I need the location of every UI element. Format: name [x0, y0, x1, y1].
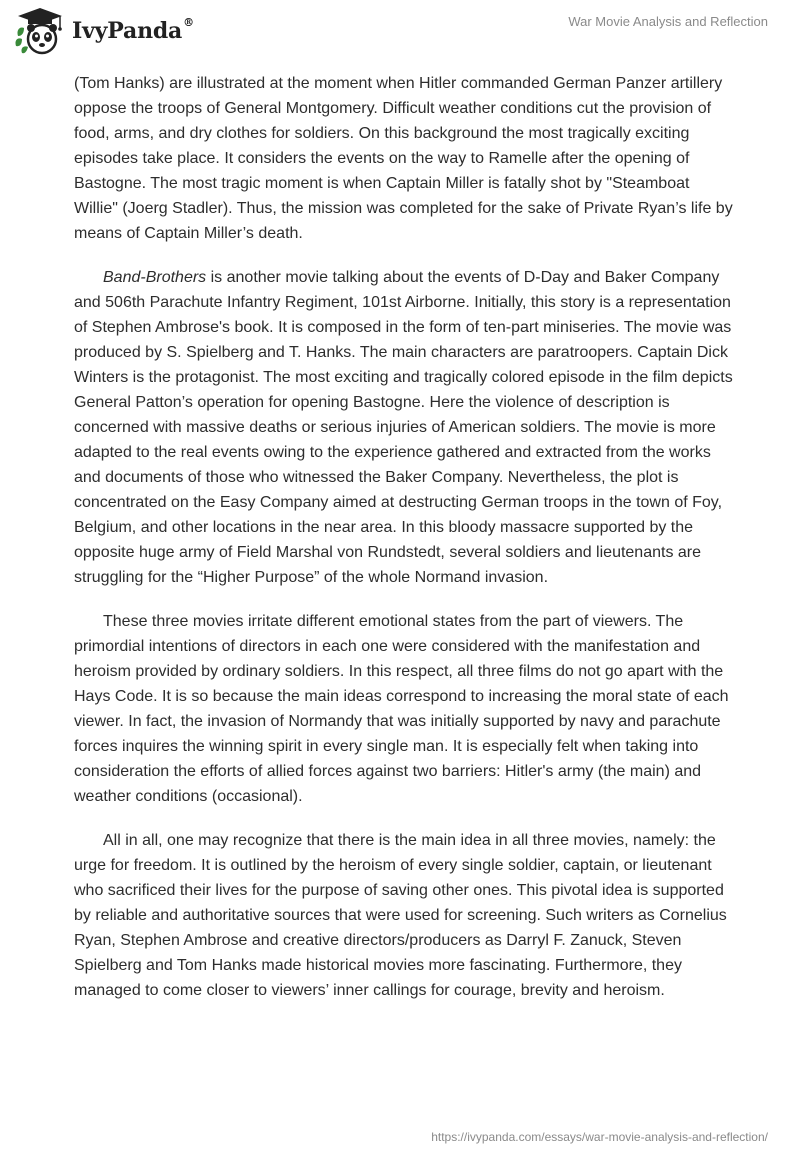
document-title: War Movie Analysis and Reflection [568, 14, 768, 29]
brand-name-text: IvyPanda [72, 18, 183, 44]
paragraph-2 [74, 265, 734, 590]
source-url-link[interactable]: https://ivypanda.com/essays/war-movie-analysis-and-reflection/ [431, 1130, 768, 1144]
paragraph-3: These three movies irritate different emotional states from the part of viewers. The primordial intentions of directors in each one were considered with the manifestation and heroism provided by ordinary soldiers. In this respect, all three films do not go apart with the Hays Code. It is so because the main ideas correspond to increasing the moral state of each viewer. In fact, the invasion of Normandy that was initially supported by navy and parachute forces inquires the winning spirit in every single man. It is especially felt when taking into consideration the efforts of allied forces against two barriers: Hitler's army (the main) and weather conditions (occasional). [74, 613, 729, 805]
ivypanda-logo[interactable] [14, 6, 194, 56]
paragraph-1: (Tom Hanks) are illustrated at the moment when Hitler commanded German Panzer artillery oppose the troops of General Montgomery. Difficult weather conditions cut the provision of food, arms, and dry clothes for soldiers. On this background the most tragically exciting episodes take place. It considers the events on the way to Ramelle after the opening of Bastogne. The most tragic moment is when Captain Miller is fatally shot by "Steamboat Willie" (Joerg Stadler). Thus, the mission was completed for the sake of Private Ryan’s life by means of Captain Miller’s death. [74, 75, 733, 242]
paragraph-4: All in all, one may recognize that there is the main idea in all three movies, namely: the urge for freedom. It is outlined by the heroism of every single soldier, captain, or lieutenant who sacrificed their lives for the purpose of saving other ones. This pivotal idea is supported by reliable and authoritative sources that were used for screening. Such writers as Cornelius Ryan, Stephen Ambrose and creative directors/producers as Darryl F. Zanuck, Steven Spielberg and Tom Hanks made historical movies more fascinating. Furthermore, they managed to come closer to viewers’ inner callings for courage, brevity and heroism. [74, 832, 727, 999]
film-title-band-brothers: Band-Brothers [103, 269, 207, 286]
paragraph-2-text: is another movie talking about the events of D-Day and Baker Company and 506th Parachute Infantry Regiment, 101st Airborne. Initially, this story is a representation of Stephen Ambrose's book. It is composed in the form of ten-part miniseries. The movie was produced by S. Spielberg and T. Hanks. The main characters are paratroopers. Captain Dick Winters is the protagonist. The most exciting and tragically colored episode in the film depicts General Patton’s operation for opening Bastogne. Here the violence of description is concerned with massive deaths or serious injuries of American soldiers. The movie is more adapted to the real events owing to the experience gathered and extracted from the works and documents of those who witnessed the Baker Company. Nevertheless, the plot is concentrated on the Easy Company aimed at destructing German troops in the town of Foy, Belgium, and other locations in the near area. In this bloody massacre supported by the opposite huge army of Field Marshal von Rundstedt, several soldiers and lieutenants are struggling for the “Higher Purpose” of the whole Normand invasion. [74, 269, 733, 586]
essay-body [74, 71, 734, 1022]
brand-name [72, 18, 194, 44]
page-header [0, 0, 800, 64]
registered-mark: ® [183, 16, 194, 29]
panda-graduate-icon [14, 6, 66, 56]
